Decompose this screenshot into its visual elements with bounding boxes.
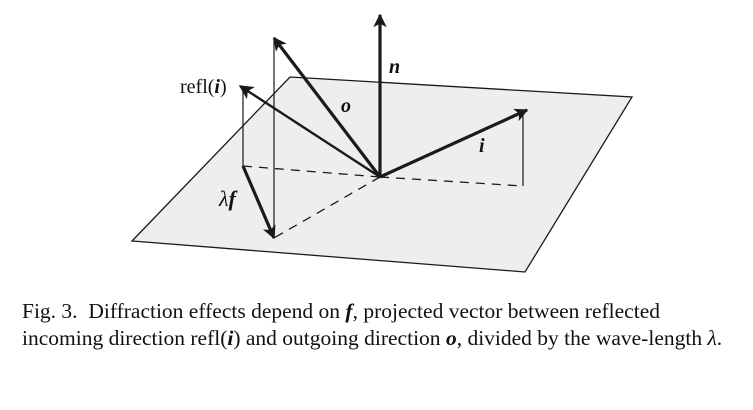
- figure-caption: [22, 298, 742, 352]
- caption-text-3: ) and outgoing direction: [233, 326, 446, 350]
- caption-var-o: o: [445, 326, 457, 350]
- caption-var-f: f: [345, 299, 353, 323]
- label-refl-i: refl(i): [180, 76, 227, 98]
- caption-text-1: Diffraction effects depend on: [88, 299, 346, 323]
- caption-var-i: i: [227, 326, 234, 350]
- label-lambda-f: λf: [219, 186, 236, 211]
- caption-text-4: , divided by the wave-length: [456, 326, 708, 350]
- caption-text-5: .: [716, 326, 723, 350]
- label-n: n: [389, 56, 401, 78]
- caption-var-lambda: λ: [707, 326, 717, 350]
- caption-label: Fig. 3.: [22, 299, 78, 323]
- label-o: o: [341, 95, 351, 117]
- label-i: i: [479, 135, 485, 157]
- caption-text-2: , projected vector between reflected incoming direction refl(: [22, 299, 660, 350]
